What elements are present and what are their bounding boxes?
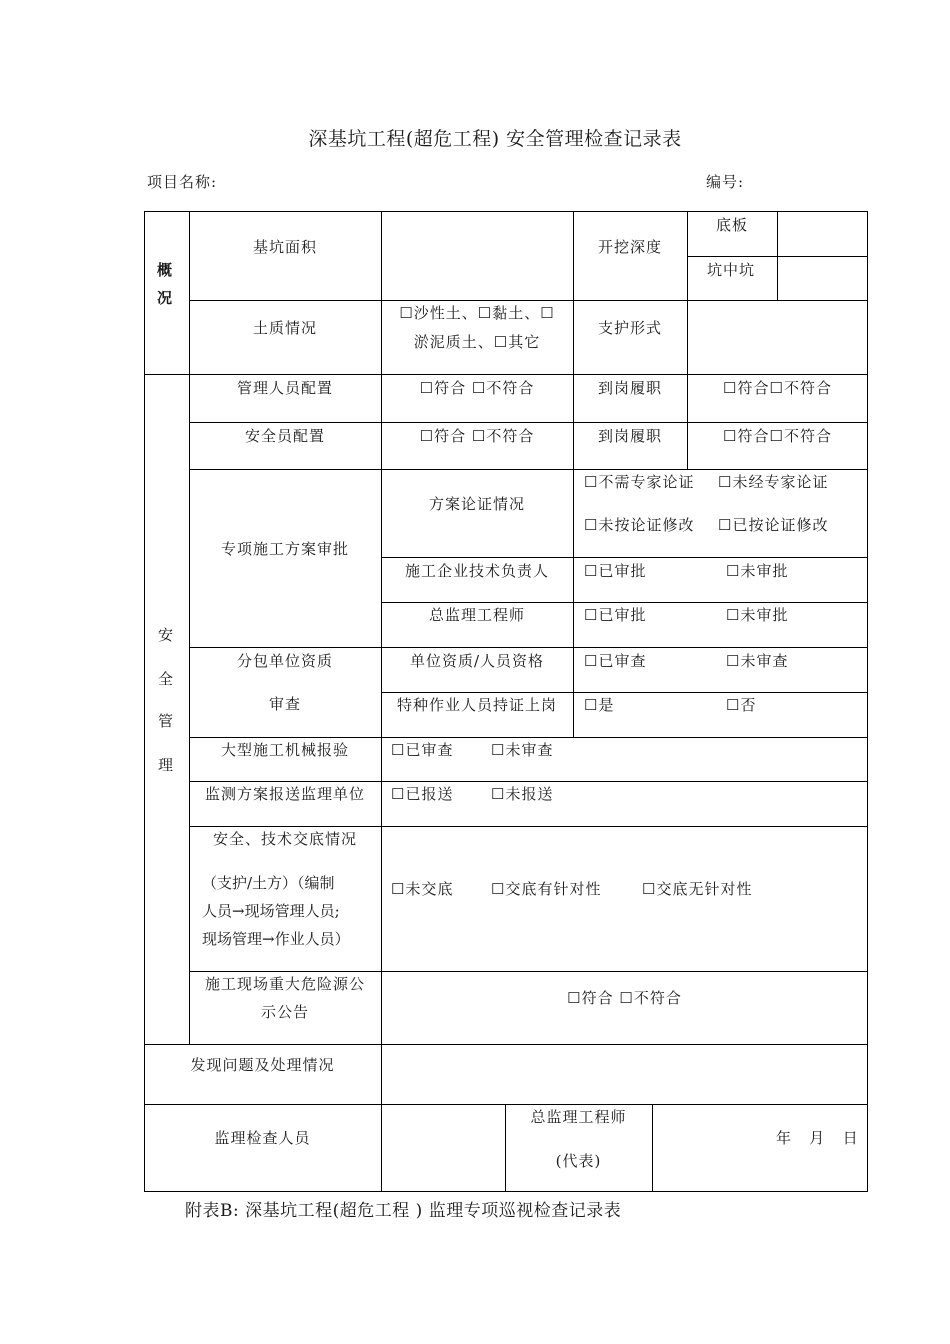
- pit-area-label: 基坑面积: [252, 238, 317, 256]
- unit-qual-label: 单位资质/人员资格: [409, 652, 545, 670]
- plan-demo-option: ☐未经专家论证: [718, 473, 829, 491]
- plan-approval-label: 专项施工方案审批: [220, 540, 349, 558]
- special-ops-option: ☐否: [726, 696, 757, 714]
- hazard-label: 示公告: [260, 1003, 309, 1021]
- excavation-depth-label: 开挖深度: [597, 238, 662, 256]
- machinery-option: ☐已审查: [391, 741, 454, 759]
- monitoring-option: ☐已报送: [391, 785, 454, 803]
- safety-section-char: 理: [158, 756, 175, 774]
- chief-label: 总监理工程师: [530, 1108, 627, 1126]
- safety-officer-label: 安全员配置: [244, 427, 325, 445]
- chief-rep-label: (代表): [555, 1152, 602, 1170]
- safety-section-char: 安: [158, 626, 175, 644]
- hazard-label: 施工现场重大危险源公: [204, 975, 365, 993]
- plan-demo-option: ☐已按论证修改: [718, 516, 829, 534]
- inspector-label: 监理检查人员: [214, 1129, 311, 1147]
- issues-label: 发现问题及处理情况: [190, 1056, 335, 1074]
- onsite-options: ☐符合☐不符合: [723, 427, 832, 445]
- safety-section-char: 管: [158, 712, 175, 730]
- plan-demo-option: ☐未按论证修改: [584, 516, 695, 534]
- manager-config-label: 管理人员配置: [236, 379, 333, 397]
- subcontract-label: 审查: [268, 695, 301, 713]
- footer-caption: 附表B: 深基坑工程(超危工程 ) 监理专项巡视检查记录表: [185, 1201, 622, 1221]
- special-ops-option: ☐是: [584, 696, 615, 714]
- page-title: 深基坑工程(超危工程) 安全管理检查记录表: [308, 128, 682, 150]
- manager-config-options: ☐符合 ☐不符合: [419, 379, 535, 397]
- hazard-options: ☐符合 ☐不符合: [567, 989, 682, 1007]
- onsite-options: ☐符合☐不符合: [723, 379, 832, 397]
- tech-head-option: ☐已审批: [584, 562, 647, 580]
- onsite-label: 到岗履职: [597, 427, 662, 445]
- unit-qual-option: ☐已审查: [584, 652, 647, 670]
- monitoring-label: 监测方案报送监理单位: [204, 785, 365, 803]
- briefing-label: （支护/土方）（编制: [202, 874, 335, 892]
- chief-supervisor-label: 总监理工程师: [428, 606, 525, 624]
- tech-head-option: ☐未审批: [726, 562, 789, 580]
- safety-officer-options: ☐符合 ☐不符合: [419, 427, 535, 445]
- briefing-option: ☐交底无针对性: [642, 880, 753, 898]
- project-name-label: 项目名称:: [147, 173, 218, 191]
- briefing-option: ☐未交底: [391, 880, 454, 898]
- subcontract-label: 分包单位资质: [236, 652, 333, 670]
- soil-options-line2: 淤泥质土、☐其它: [413, 333, 541, 351]
- unit-qual-option: ☐未审查: [726, 652, 789, 670]
- briefing-label: 安全、技术交底情况: [212, 830, 357, 848]
- soil-label: 土质情况: [252, 319, 317, 337]
- number-label: 编号:: [706, 173, 745, 191]
- monitoring-option: ☐未报送: [491, 785, 554, 803]
- briefing-label: 人员→现场管理人员;: [202, 902, 340, 920]
- overview-section-char: 况: [157, 289, 174, 307]
- support-label: 支护形式: [597, 319, 662, 337]
- overview-section-char: 概: [157, 261, 174, 279]
- date-label: 年 月 日: [776, 1129, 859, 1147]
- plan-demo-option: ☐不需专家论证: [584, 473, 695, 491]
- chief-supervisor-option: ☐未审批: [726, 606, 789, 624]
- safety-section-char: 全: [158, 670, 175, 688]
- machinery-label: 大型施工机械报验: [220, 741, 349, 759]
- soil-options-line1: ☐沙性土、☐黏土、☐: [399, 304, 555, 322]
- chief-supervisor-option: ☐已审批: [584, 606, 647, 624]
- onsite-label: 到岗履职: [597, 379, 662, 397]
- tech-head-label: 施工企业技术负责人: [404, 562, 549, 580]
- bottom-label: 底板: [716, 216, 749, 234]
- briefing-option: ☐交底有针对性: [491, 880, 602, 898]
- mid-pit-label: 坑中坑: [707, 261, 756, 279]
- briefing-label: 现场管理→作业人员）: [202, 930, 350, 948]
- special-ops-label: 特种作业人员持证上岗: [396, 696, 557, 714]
- plan-demo-label: 方案论证情况: [428, 495, 525, 513]
- machinery-option: ☐未审查: [491, 741, 554, 759]
